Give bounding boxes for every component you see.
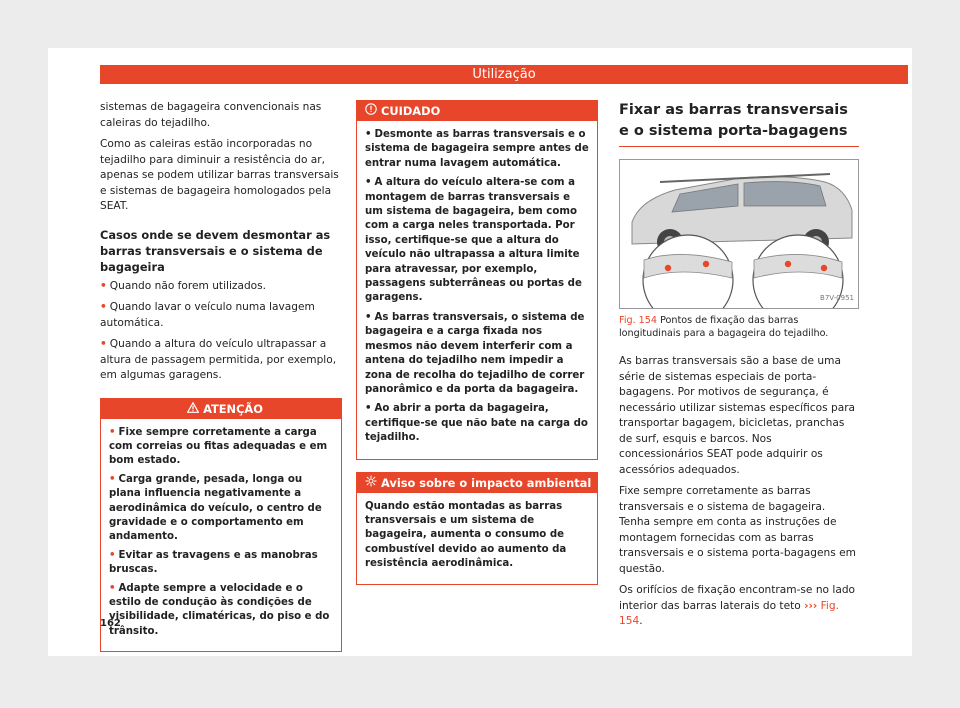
figure-code: B7V-0951: [820, 293, 854, 302]
column-2: [356, 100, 598, 585]
caution-item: • As barras transversais, o sistema de bagageira e a carga fixada nos mesmos não devem interferir com a antena do tejadilho nem impedir a zona de recolha do tejadilho de correr panorâmico e da porta da bagageira.: [365, 311, 585, 395]
caution-item: • A altura do veículo altera-se com a montagem de barras transversais e um sistema de bagageira, bem como com a carga neles transportada. Por isso, certifique-se que a altura do veículo não ultrapassa a altura limite para atravessar, por exemplo, passagens subterrâneas ou portas de garagens.: [365, 177, 582, 304]
page: [48, 48, 912, 656]
warning-title: ATENÇÃO: [101, 399, 341, 419]
environment-box: [356, 472, 598, 585]
warning-body: [101, 419, 341, 652]
paragraph: sistemas de bagageira convencionais nas caleiras do tejadilho.: [100, 101, 322, 129]
warning-item: • Carga grande, pesada, longa ou plana influencia negativamente a aerodinâmica do veículo, o centro de gravidade e o comportamento em andamento.: [109, 473, 322, 543]
bullet-icon: •: [100, 338, 107, 350]
bullet-item: • Quando não forem utilizados.: [100, 279, 267, 292]
chapter-header: Utilização: [100, 65, 908, 84]
caution-box: [356, 100, 598, 460]
warning-triangle-icon: [187, 399, 199, 419]
environment-title: Aviso sobre o impacto ambiental: [357, 473, 597, 493]
bullet-item: • Quando a altura do veículo ultrapassar a altura de passagem permitida, por exemplo, em algumas garagens.: [100, 338, 337, 381]
bullet-item: • Quando lavar o veículo numa lavagem automática.: [100, 301, 315, 329]
paragraph: Fixe sempre corretamente as barras transversais e o sistema de bagageira. Tenha sempre em conta as instruções de montagem fornecidas com as barras transversais e o sistema porta-bagagens em questão.: [619, 485, 856, 575]
paragraph: As barras transversais são a base de uma série de sistemas especiais de porta-bagagens. Por motivos de segurança, é necessário utilizar sistemas específicos para transportar bagagem, bicicletas, pranchas de surf, esquis e barcos. Nos concessionários SEAT pode adquirir os acessórios adequados.: [619, 355, 856, 476]
paragraph: Os orifícios de fixação encontram-se no lado interior das barras laterais do teto ››› Fig. 154.: [619, 584, 856, 627]
figure-car-roof: [619, 159, 859, 309]
caution-title: CUIDADO: [357, 101, 597, 121]
figure-caption: Fig. 154 Pontos de fixação das barras longitudinais para a bagageira do tejadilho.: [619, 315, 829, 339]
figure-link[interactable]: Fig. 154: [619, 599, 839, 627]
warning-item: • Evitar as travagens e as manobras bruscas.: [109, 549, 318, 576]
bullet-icon: •: [100, 279, 107, 292]
info-circle-icon: [365, 101, 377, 121]
warning-item: • Fixe sempre corretamente a carga com correias ou fitas adequadas e em bom estado.: [109, 426, 328, 467]
section-title: Fixar as barras transversais e o sistema porta-bagagens: [619, 100, 859, 147]
bullet-icon: •: [100, 301, 107, 313]
warning-box: [100, 398, 342, 653]
caution-body: [357, 121, 597, 459]
car-illustration: [620, 160, 859, 309]
environment-body: [357, 493, 597, 584]
caution-item: • Desmonte as barras transversais e o sistema de bagageira sempre antes de entrar numa lavagem automática.: [365, 129, 589, 169]
figure-link-arrows: ›››: [804, 599, 818, 612]
paragraph: Como as caleiras estão incorporadas no tejadilho para diminuir a resistência do ar, apenas se podem utilizar barras transversais e sistemas de bagageira homologados pela SEAT.: [100, 138, 339, 212]
caution-item: • Ao abrir a porta da bagageira, certifique-se que não bate na carga do tejadilho.: [365, 403, 588, 444]
leaf-icon: [365, 473, 377, 493]
column-3: [619, 100, 859, 636]
page-number: 162: [100, 618, 121, 629]
warning-item: • Adapte sempre a velocidade e o estilo de condução às condições de visibilidade, climatéricas, do piso e do trânsito.: [109, 582, 330, 637]
environment-text: Quando estão montadas as barras transversais e um sistema de bagageira, aumenta o consumo de combustível devido ao aumento da resistência aerodinâmica.: [365, 500, 567, 570]
column-1: [100, 100, 342, 652]
subheading: Casos onde se devem desmontar as barras transversais e o sistema de bagageira: [100, 227, 331, 274]
